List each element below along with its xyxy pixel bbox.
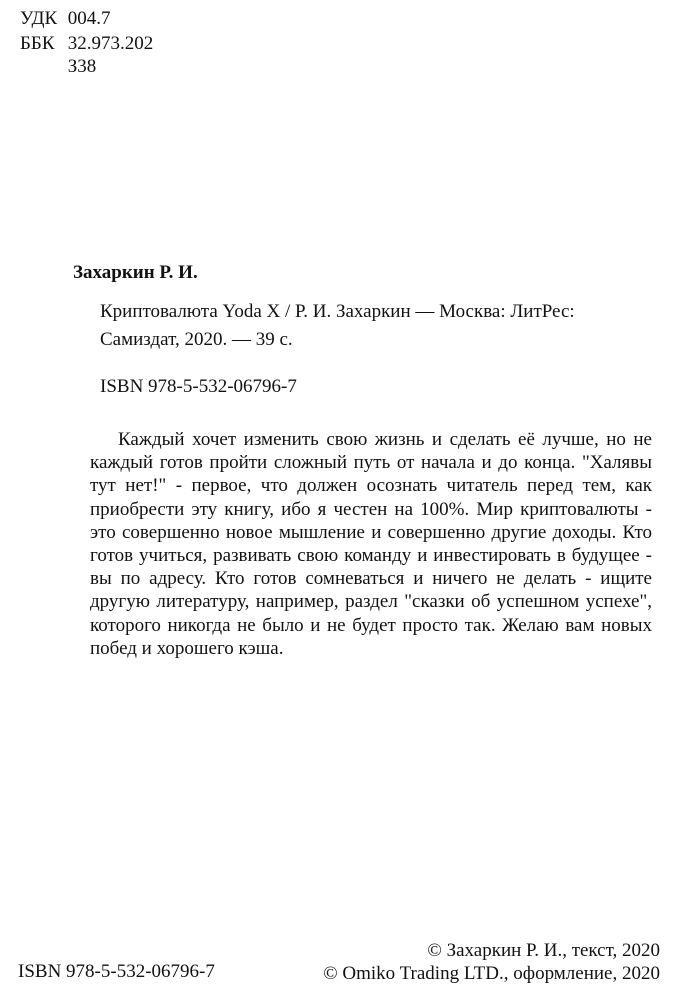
bbk-value: 32.973.202 (67, 33, 154, 54)
footer-isbn: ISBN 978-5-532-06796-7 (18, 961, 215, 982)
bibliographic-description (100, 298, 620, 354)
bbk-row (20, 33, 153, 55)
copyright-design: © Omiko Trading LTD., оформление, 2020 (323, 963, 660, 984)
udk-row (20, 8, 111, 30)
udk-label: УДК (20, 8, 58, 29)
annotation-paragraph: Каждый хочет изменить свою жизнь и сделать её лучше, но не каждый готов пройти сложный путь от начала и до конца. "Халявы тут нет!" - первое, что должен осознать читатель перед тем, как приобрести эту книгу, ибо я честен на 100%. Мир криптовалюты - это совершенно новое мышление и совершенно другие доходы. Кто готов учиться, развивать свою команду и инвестировать в будущее - вы по адресу. Кто готов сомневаться и ничего не делать - ищите другую литературу, например, раздел "сказки об успешном успехе", которого никогда не было и не будет просто так. Желаю вам новых побед и хорошего кэша. (90, 429, 652, 659)
copyright-block (323, 939, 660, 985)
copyright-text: © Захаркин Р. И., текст, 2020 (427, 940, 660, 961)
bbk-label: ББК (20, 33, 55, 54)
author-mark-row (20, 56, 96, 78)
bibliographic-line-1: Криптовалюта Yoda X / Р. И. Захаркин — Москва: ЛитРес: (100, 301, 575, 322)
bibliographic-line-2: Самиздат, 2020. — 39 с. (100, 329, 293, 350)
author-heading: Захаркин Р. И. (73, 262, 198, 283)
udk-value: 004.7 (67, 8, 111, 29)
isbn: ISBN 978-5-532-06796-7 (100, 376, 297, 397)
author-mark: З38 (67, 56, 97, 77)
